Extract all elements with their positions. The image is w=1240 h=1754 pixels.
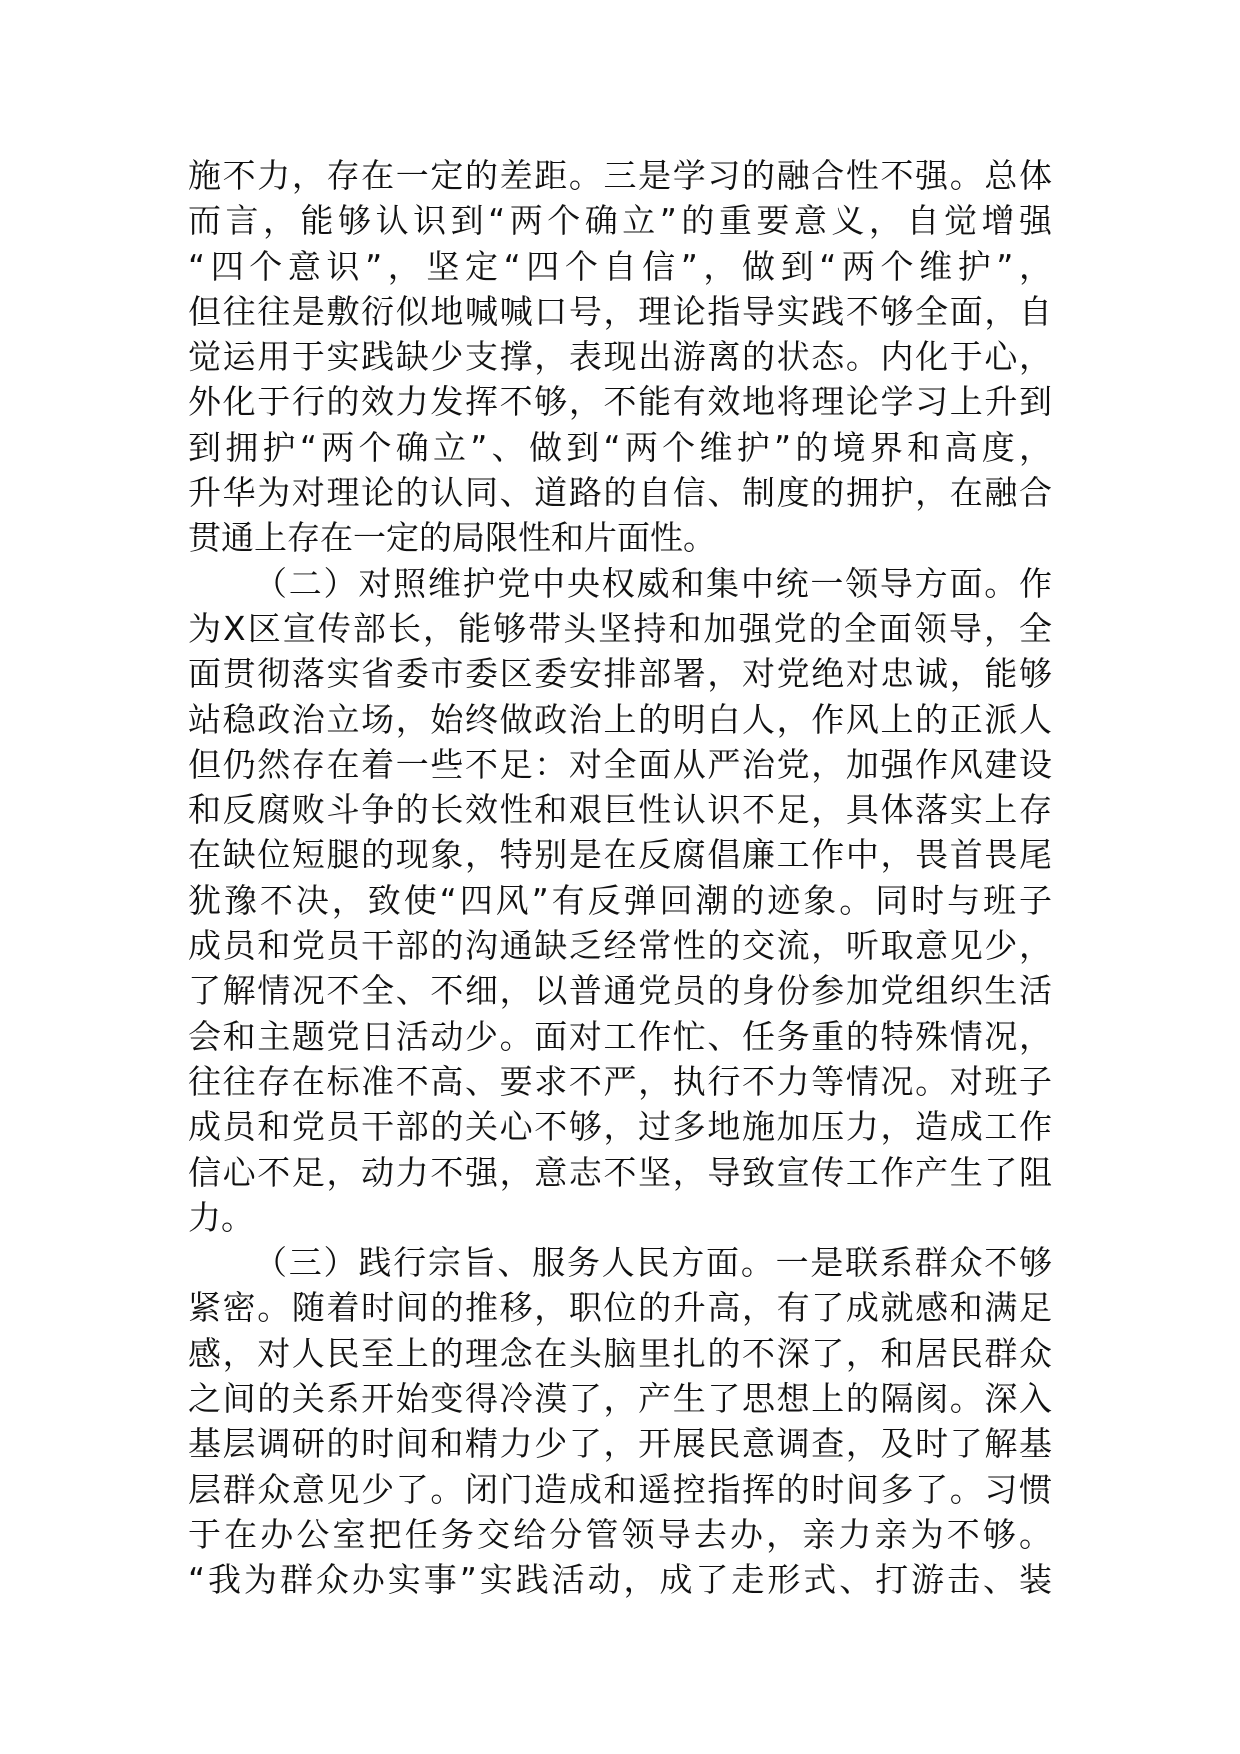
text-line: 感，对人民至上的理念在头脑里扎的不深了，和居民群众: [188, 1333, 1052, 1373]
paragraph-end-line: 贯通上存在一定的局限性和片面性。: [188, 518, 716, 558]
text-line: 成员和党员干部的关心不够，过多地施加压力，造成工作: [188, 1107, 1052, 1147]
text-line: 于在办公室把任务交给分管领导去办，亲力亲为不够。: [188, 1514, 1052, 1554]
text-line: 为X区宣传部长，能够带头坚持和加强党的全面领导，全: [188, 608, 1052, 648]
text-line: 了解情况不全、不细，以普通党员的身份参加党组织生活: [188, 971, 1052, 1011]
text-line: 而言，能够认识到“两个确立”的重要意义，自觉增强: [188, 201, 1052, 241]
text-line: 信心不足，动力不强，意志不坚，导致宣传工作产生了阻: [188, 1152, 1052, 1192]
text-line: 到拥护“两个确立”、做到“两个维护”的境界和高度，: [188, 427, 1052, 467]
text-line: 基层调研的时间和精力少了，开展民意调查，及时了解基: [188, 1424, 1052, 1464]
text-line: 和反腐败斗争的长效性和艰巨性认识不足，具体落实上存: [188, 790, 1052, 830]
text-line: 会和主题党日活动少。面对工作忙、任务重的特殊情况，: [188, 1016, 1052, 1056]
text-line: 在缺位短腿的现象，特别是在反腐倡廉工作中，畏首畏尾: [188, 835, 1052, 875]
text-line: 升华为对理论的认同、道路的自信、制度的拥护，在融合: [188, 473, 1052, 513]
text-line: 往往存在标准不高、要求不严，执行不力等情况。对班子: [188, 1061, 1052, 1101]
text-line: 之间的关系开始变得冷漠了，产生了思想上的隔阂。深入: [188, 1379, 1052, 1419]
text-line: 但往往是敷衍似地喊喊口号，理论指导实践不够全面，自: [188, 291, 1052, 331]
text-line: 犹豫不决，致使“四风”有反弹回潮的迹象。同时与班子: [188, 880, 1052, 920]
text-line: 面贯彻落实省委市委区委安排部署，对党绝对忠诚，能够: [188, 654, 1052, 694]
text-line: 外化于行的效力发挥不够，不能有效地将理论学习上升到: [188, 382, 1052, 422]
body-text: [188, 153, 1052, 1603]
text-line: 紧密。随着时间的推移，职位的升高，有了成就感和满足: [188, 1288, 1052, 1328]
text-line: 站稳政治立场，始终做政治上的明白人，作风上的正派人: [188, 699, 1052, 739]
text-line: 层群众意见少了。闭门造成和遥控指挥的时间多了。习惯: [188, 1469, 1052, 1509]
text-line: 施不力，存在一定的差距。三是学习的融合性不强。总体: [188, 156, 1052, 195]
paragraph-end-line: 力。: [188, 1197, 254, 1237]
text-line: “我为群众办实事”实践活动，成了走形式、打游击、装: [188, 1560, 1052, 1600]
section-heading-line: （二）对照维护党中央权威和集中统一领导方面。作: [254, 563, 1052, 603]
text-line: 但仍然存在着一些不足：对全面从严治党，加强作风建设: [188, 744, 1052, 784]
text-line: 觉运用于实践缺少支撑，表现出游离的状态。内化于心，: [188, 337, 1052, 377]
text-line: 成员和党员干部的沟通缺乏经常性的交流，听取意见少，: [188, 926, 1052, 966]
text-line: “四个意识”，坚定“四个自信”，做到“两个维护”，: [188, 246, 1052, 286]
section-heading-line: （三）践行宗旨、服务人民方面。一是联系群众不够: [254, 1243, 1052, 1283]
